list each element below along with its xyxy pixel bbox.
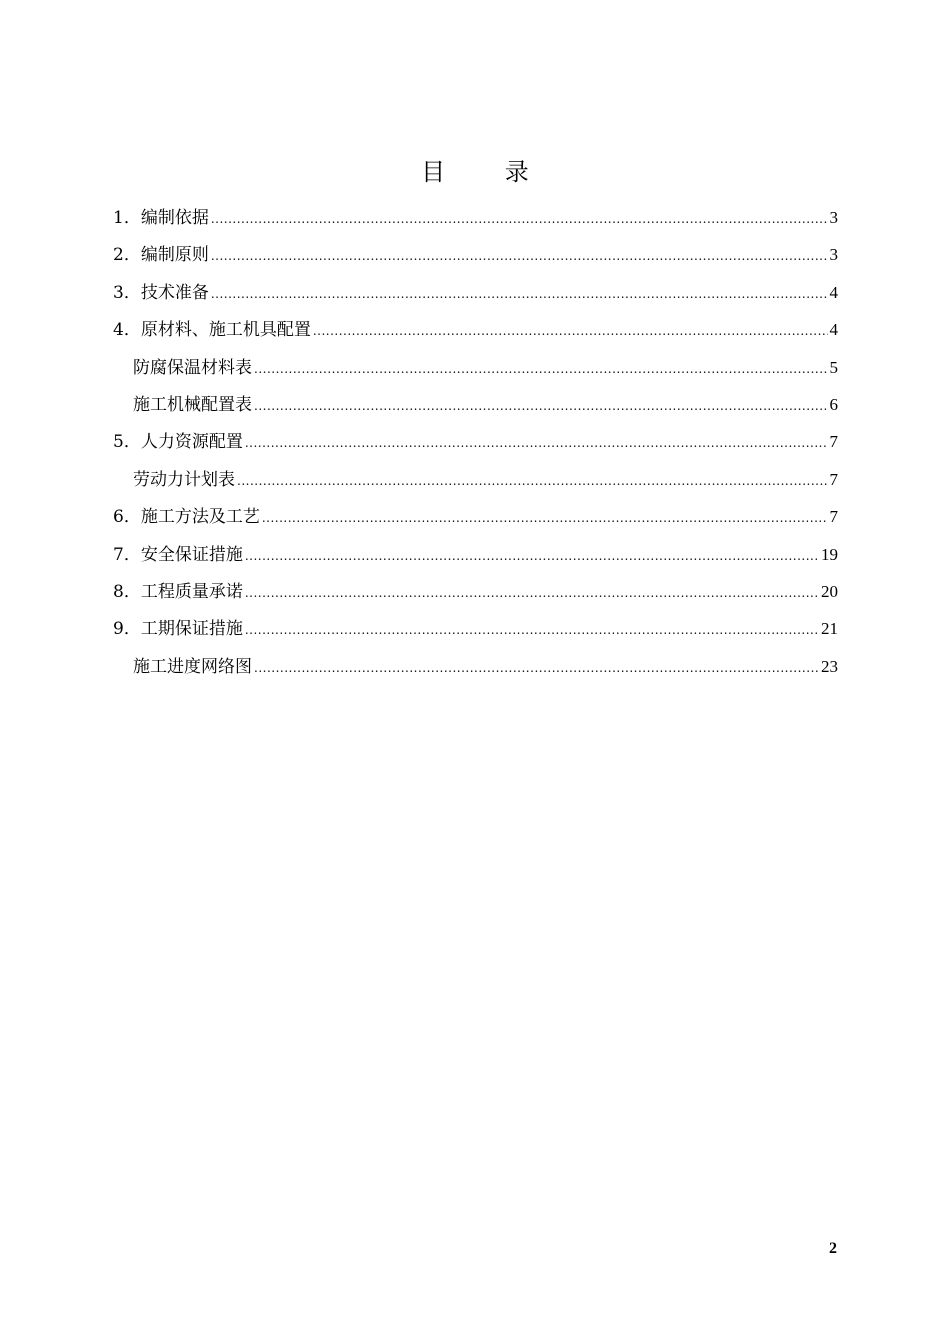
toc-entry[interactable] xyxy=(113,240,838,277)
toc-list xyxy=(113,203,838,689)
toc-entry-number: 7． xyxy=(113,544,141,565)
toc-entry[interactable] xyxy=(113,614,838,651)
toc-dot-leader xyxy=(245,578,819,608)
toc-entry-number: 1． xyxy=(113,208,141,228)
toc-dot-leader xyxy=(245,428,828,458)
toc-entry-label: 工程质量承诺 xyxy=(140,581,243,602)
toc-entry-number: 4． xyxy=(113,320,141,341)
toc-dot-leader xyxy=(211,241,828,271)
toc-entry-page: 23 xyxy=(821,656,838,676)
toc-entry[interactable] xyxy=(113,203,838,240)
toc-entry[interactable] xyxy=(113,577,838,614)
toc-entry-page: 3 xyxy=(829,208,838,227)
toc-dot-leader xyxy=(211,204,828,234)
toc-entry-label: 工期保证措施 xyxy=(140,619,243,640)
toc-entry[interactable] xyxy=(113,427,838,464)
toc-entry-page: 4 xyxy=(829,282,838,302)
toc-entry[interactable] xyxy=(113,315,838,352)
toc-dot-leader xyxy=(254,653,819,683)
toc-entry[interactable] xyxy=(113,278,838,315)
toc-entry[interactable] xyxy=(113,540,838,577)
toc-dot-leader xyxy=(245,541,819,571)
toc-entry-number: 9． xyxy=(113,619,141,640)
toc-entry-number: 5． xyxy=(113,432,141,453)
toc-dot-leader xyxy=(262,503,828,533)
toc-entry-label: 编制原则 xyxy=(140,245,209,266)
toc-entry[interactable] xyxy=(113,502,838,539)
toc-entry-label: 劳动力计划表 xyxy=(133,469,235,490)
toc-entry-page: 19 xyxy=(821,544,838,564)
toc-entry-page: 21 xyxy=(821,619,838,639)
toc-dot-leader xyxy=(211,279,828,309)
toc-entry-label: 人力资源配置 xyxy=(140,432,243,453)
toc-dot-leader xyxy=(245,615,819,645)
toc-entry-page: 7 xyxy=(829,507,838,527)
toc-entry-number: 6． xyxy=(113,507,141,528)
toc-entry-page: 6 xyxy=(829,394,838,414)
toc-entry-number: 8． xyxy=(113,581,141,602)
toc-subentry[interactable] xyxy=(113,353,838,390)
toc-entry-page: 3 xyxy=(829,245,838,265)
toc-dot-leader xyxy=(254,354,828,384)
toc-entry-label: 安全保证措施 xyxy=(140,544,243,565)
toc-entry-page: 7 xyxy=(829,432,838,452)
toc-dot-leader xyxy=(313,316,828,346)
toc-entry-page: 7 xyxy=(829,469,838,489)
toc-entry-label: 原材料、施工机具配置 xyxy=(140,320,311,341)
toc-subentry[interactable] xyxy=(113,652,838,689)
toc-entry-page: 20 xyxy=(821,581,838,601)
toc-entry-label: 施工机械配置表 xyxy=(133,394,252,415)
toc-title: 目 录 xyxy=(421,158,555,186)
page-number: 2 xyxy=(829,1240,837,1257)
toc-entry-page: 4 xyxy=(829,320,838,340)
toc-entry-number: 2． xyxy=(113,245,141,266)
toc-entry-label: 施工方法及工艺 xyxy=(140,507,260,528)
toc-subentry[interactable] xyxy=(113,465,838,502)
toc-entry-label: 施工进度网络图 xyxy=(133,656,252,677)
toc-dot-leader xyxy=(254,391,828,421)
toc-entry-label: 防腐保温材料表 xyxy=(133,357,252,378)
toc-subentry[interactable] xyxy=(113,390,838,427)
toc-dot-leader xyxy=(237,466,828,496)
toc-entry-page: 5 xyxy=(829,357,838,377)
toc-entry-label: 编制依据 xyxy=(140,208,209,228)
toc-entry-number: 3． xyxy=(113,282,141,303)
toc-entry-label: 技术准备 xyxy=(140,282,209,303)
